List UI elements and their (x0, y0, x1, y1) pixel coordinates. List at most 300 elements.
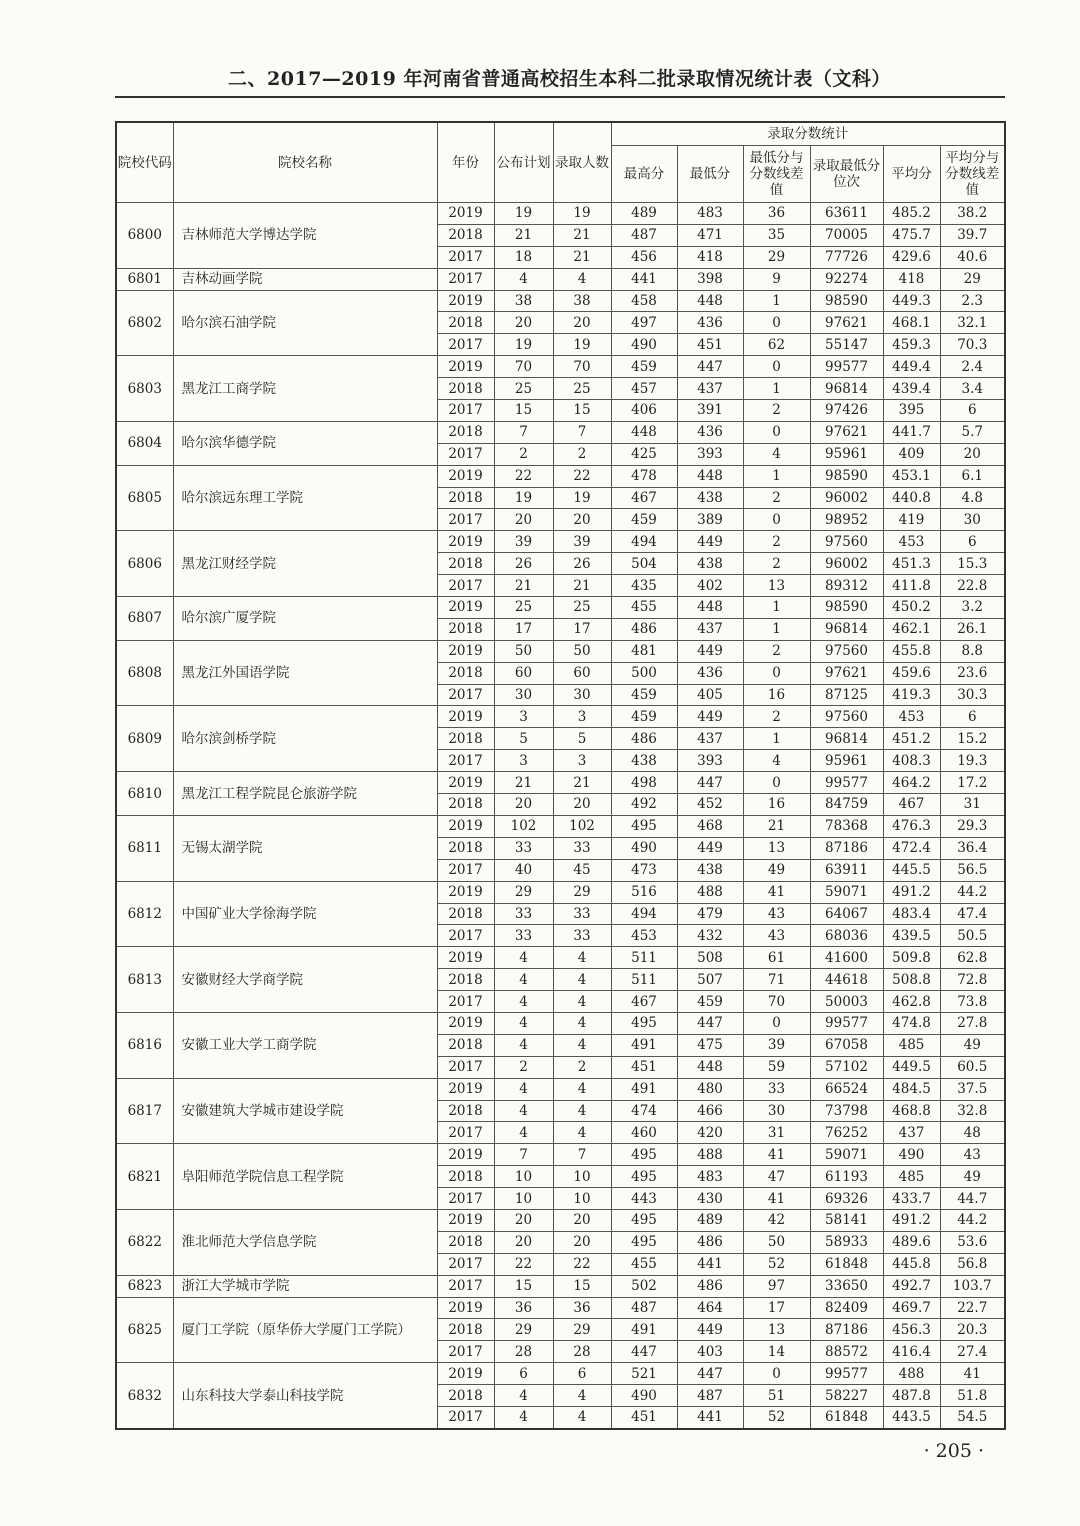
cell-plan: 20 (494, 1209, 553, 1231)
cell-plan: 17 (494, 618, 553, 640)
cell-min: 437 (677, 728, 743, 750)
cell-max: 456 (611, 246, 677, 268)
cell-min-diff: 16 (743, 684, 810, 706)
cell-min-rank: 97560 (810, 706, 883, 728)
school-name: 黑龙江外国语学院 (173, 640, 437, 706)
cell-plan: 15 (494, 400, 553, 422)
school-name: 黑龙江工程学院昆仑旅游学院 (173, 772, 437, 816)
cell-min: 489 (677, 1209, 743, 1231)
cell-min: 486 (677, 1275, 743, 1297)
cell-year: 2019 (437, 1144, 494, 1166)
cell-plan: 33 (494, 903, 553, 925)
table-row (116, 772, 1005, 794)
school-code: 6817 (116, 1078, 173, 1144)
cell-avg: 429.6 (883, 246, 940, 268)
cell-min-rank: 97560 (810, 531, 883, 553)
cell-max: 490 (611, 1385, 677, 1407)
cell-year: 2018 (437, 969, 494, 991)
cell-min: 488 (677, 1144, 743, 1166)
cell-avg-diff: 30.3 (940, 684, 1005, 706)
cell-avg: 509.8 (883, 947, 940, 969)
header-plan: 公布计划 (494, 122, 553, 203)
cell-plan: 40 (494, 859, 553, 881)
cell-admitted: 21 (553, 575, 611, 597)
cell-avg: 445.5 (883, 859, 940, 881)
cell-avg: 450.2 (883, 597, 940, 619)
cell-year: 2017 (437, 859, 494, 881)
cell-plan: 33 (494, 925, 553, 947)
cell-avg: 468.1 (883, 312, 940, 334)
cell-year: 2017 (437, 334, 494, 356)
cell-min: 475 (677, 1034, 743, 1056)
cell-plan: 18 (494, 246, 553, 268)
cell-min: 449 (677, 706, 743, 728)
table-body (116, 203, 1005, 1429)
cell-min-diff: 14 (743, 1341, 810, 1363)
cell-avg: 485 (883, 1166, 940, 1188)
cell-avg-diff: 44.2 (940, 1209, 1005, 1231)
cell-avg-diff: 47.4 (940, 903, 1005, 925)
cell-min-rank: 82409 (810, 1297, 883, 1319)
school-code: 6809 (116, 706, 173, 772)
cell-year: 2017 (437, 509, 494, 531)
cell-year: 2019 (437, 531, 494, 553)
cell-admitted: 4 (553, 1385, 611, 1407)
cell-min-diff: 59 (743, 1056, 810, 1078)
header-avg-diff: 平均分与分数线差值 (940, 146, 1005, 203)
cell-min: 479 (677, 903, 743, 925)
cell-max: 448 (611, 421, 677, 443)
cell-avg-diff: 23.6 (940, 662, 1005, 684)
cell-min: 420 (677, 1122, 743, 1144)
cell-min-diff: 31 (743, 1122, 810, 1144)
cell-plan: 25 (494, 597, 553, 619)
cell-plan: 4 (494, 991, 553, 1013)
cell-year: 2017 (437, 443, 494, 465)
cell-min-rank: 59071 (810, 881, 883, 903)
cell-year: 2017 (437, 684, 494, 706)
cell-min-diff: 2 (743, 531, 810, 553)
cell-year: 2017 (437, 1253, 494, 1275)
cell-avg-diff: 20 (940, 443, 1005, 465)
cell-max: 490 (611, 334, 677, 356)
cell-min-rank: 76252 (810, 1122, 883, 1144)
cell-avg-diff: 51.8 (940, 1385, 1005, 1407)
cell-avg: 433.7 (883, 1188, 940, 1210)
cell-avg: 468.8 (883, 1100, 940, 1122)
cell-min: 438 (677, 553, 743, 575)
cell-min: 449 (677, 531, 743, 553)
cell-min: 449 (677, 1319, 743, 1341)
cell-min-diff: 9 (743, 268, 810, 290)
school-name: 吉林动画学院 (173, 268, 437, 290)
cell-avg-diff: 50.5 (940, 925, 1005, 947)
cell-admitted: 20 (553, 794, 611, 816)
cell-avg: 418 (883, 268, 940, 290)
cell-admitted: 19 (553, 334, 611, 356)
school-code: 6805 (116, 465, 173, 531)
cell-max: 481 (611, 640, 677, 662)
cell-min-rank: 99577 (810, 1012, 883, 1034)
cell-plan: 19 (494, 334, 553, 356)
cell-year: 2019 (437, 1363, 494, 1385)
cell-min-diff: 13 (743, 575, 810, 597)
school-name: 安徽建筑大学城市建设学院 (173, 1078, 437, 1144)
cell-year: 2019 (437, 772, 494, 794)
cell-year: 2018 (437, 1385, 494, 1407)
cell-admitted: 4 (553, 969, 611, 991)
cell-year: 2017 (437, 991, 494, 1013)
cell-plan: 29 (494, 881, 553, 903)
cell-min-rank: 96002 (810, 553, 883, 575)
cell-min-diff: 0 (743, 1012, 810, 1034)
cell-avg: 476.3 (883, 815, 940, 837)
cell-admitted: 50 (553, 640, 611, 662)
cell-avg: 459.6 (883, 662, 940, 684)
school-name: 安徽工业大学工商学院 (173, 1012, 437, 1078)
cell-year: 2018 (437, 903, 494, 925)
cell-avg: 462.8 (883, 991, 940, 1013)
cell-min-diff: 13 (743, 1319, 810, 1341)
cell-avg: 439.5 (883, 925, 940, 947)
school-name: 哈尔滨石油学院 (173, 290, 437, 356)
cell-min-rank: 63611 (810, 203, 883, 225)
cell-min-diff: 41 (743, 1144, 810, 1166)
cell-max: 492 (611, 794, 677, 816)
cell-admitted: 19 (553, 203, 611, 225)
cell-avg-diff: 22.7 (940, 1297, 1005, 1319)
cell-max: 497 (611, 312, 677, 334)
cell-min-diff: 0 (743, 509, 810, 531)
table-row (116, 706, 1005, 728)
cell-admitted: 7 (553, 1144, 611, 1166)
cell-min-diff: 2 (743, 400, 810, 422)
cell-avg: 464.2 (883, 772, 940, 794)
cell-min: 468 (677, 815, 743, 837)
cell-min: 436 (677, 312, 743, 334)
cell-max: 467 (611, 487, 677, 509)
cell-year: 2019 (437, 706, 494, 728)
cell-max: 438 (611, 750, 677, 772)
cell-year: 2018 (437, 1166, 494, 1188)
school-name: 厦门工学院（原华侨大学厦门工学院） (173, 1297, 437, 1363)
cell-avg: 449.4 (883, 356, 940, 378)
cell-min: 437 (677, 618, 743, 640)
cell-plan: 20 (494, 1231, 553, 1253)
cell-year: 2017 (437, 1341, 494, 1363)
cell-min: 480 (677, 1078, 743, 1100)
cell-avg-diff: 30 (940, 509, 1005, 531)
table-row (116, 421, 1005, 443)
cell-avg-diff: 15.2 (940, 728, 1005, 750)
cell-admitted: 25 (553, 597, 611, 619)
cell-year: 2018 (437, 1231, 494, 1253)
school-name: 黑龙江财经学院 (173, 531, 437, 597)
school-code: 6804 (116, 421, 173, 465)
page-title: 二、2017—2019 年河南省普通高校招生本科二批录取情况统计表（文科） (228, 68, 891, 90)
cell-plan: 36 (494, 1297, 553, 1319)
cell-max: 489 (611, 203, 677, 225)
cell-min-rank: 89312 (810, 575, 883, 597)
cell-min: 441 (677, 1253, 743, 1275)
header-max: 最高分 (611, 146, 677, 203)
cell-year: 2019 (437, 597, 494, 619)
cell-plan: 39 (494, 531, 553, 553)
cell-min-diff: 43 (743, 925, 810, 947)
table-row (116, 1297, 1005, 1319)
cell-admitted: 25 (553, 378, 611, 400)
cell-min-rank: 97426 (810, 400, 883, 422)
cell-min-rank: 41600 (810, 947, 883, 969)
cell-min: 418 (677, 246, 743, 268)
cell-min-rank: 98590 (810, 597, 883, 619)
cell-admitted: 29 (553, 881, 611, 903)
cell-avg: 445.8 (883, 1253, 940, 1275)
cell-min-rank: 99577 (810, 1363, 883, 1385)
cell-min-diff: 17 (743, 1297, 810, 1319)
cell-min: 393 (677, 443, 743, 465)
header-code: 院校代码 (116, 122, 173, 203)
cell-year: 2018 (437, 662, 494, 684)
cell-avg-diff: 6 (940, 400, 1005, 422)
table-row (116, 947, 1005, 969)
cell-min-rank: 98952 (810, 509, 883, 531)
cell-min-rank: 97621 (810, 662, 883, 684)
cell-min: 403 (677, 1341, 743, 1363)
school-code: 6813 (116, 947, 173, 1013)
cell-year: 2019 (437, 1209, 494, 1231)
cell-plan: 60 (494, 662, 553, 684)
cell-admitted: 21 (553, 246, 611, 268)
cell-avg: 487.8 (883, 1385, 940, 1407)
cell-avg-diff: 49 (940, 1034, 1005, 1056)
cell-min-rank: 87186 (810, 1319, 883, 1341)
cell-plan: 4 (494, 947, 553, 969)
table-row (116, 1012, 1005, 1034)
cell-min-diff: 21 (743, 815, 810, 837)
cell-min-rank: 99577 (810, 356, 883, 378)
cell-min-rank: 97621 (810, 312, 883, 334)
school-name: 哈尔滨远东理工学院 (173, 465, 437, 531)
cell-max: 495 (611, 1144, 677, 1166)
cell-admitted: 33 (553, 903, 611, 925)
cell-admitted: 2 (553, 1056, 611, 1078)
table-row (116, 1144, 1005, 1166)
cell-min-diff: 2 (743, 487, 810, 509)
school-name: 山东科技大学泰山科技学院 (173, 1363, 437, 1429)
cell-max: 511 (611, 969, 677, 991)
school-code: 6823 (116, 1275, 173, 1297)
cell-min: 447 (677, 1363, 743, 1385)
table-row (116, 881, 1005, 903)
cell-max: 474 (611, 1100, 677, 1122)
cell-year: 2019 (437, 881, 494, 903)
school-code: 6812 (116, 881, 173, 947)
cell-admitted: 4 (553, 1078, 611, 1100)
cell-min: 405 (677, 684, 743, 706)
cell-min: 449 (677, 640, 743, 662)
cell-plan: 21 (494, 224, 553, 246)
cell-year: 2019 (437, 203, 494, 225)
school-code: 6821 (116, 1144, 173, 1210)
cell-avg-diff: 31 (940, 794, 1005, 816)
cell-min-diff: 1 (743, 597, 810, 619)
cell-plan: 25 (494, 378, 553, 400)
cell-avg-diff: 19.3 (940, 750, 1005, 772)
cell-min: 448 (677, 290, 743, 312)
cell-min-diff: 52 (743, 1406, 810, 1428)
cell-max: 500 (611, 662, 677, 684)
cell-avg: 449.3 (883, 290, 940, 312)
cell-year: 2018 (437, 618, 494, 640)
cell-avg: 491.2 (883, 881, 940, 903)
cell-min-diff: 30 (743, 1100, 810, 1122)
cell-plan: 22 (494, 1253, 553, 1275)
cell-max: 490 (611, 837, 677, 859)
cell-avg-diff: 36.4 (940, 837, 1005, 859)
cell-avg-diff: 37.5 (940, 1078, 1005, 1100)
cell-admitted: 17 (553, 618, 611, 640)
cell-year: 2017 (437, 575, 494, 597)
cell-admitted: 70 (553, 356, 611, 378)
cell-min: 391 (677, 400, 743, 422)
cell-min: 438 (677, 859, 743, 881)
cell-plan: 4 (494, 1078, 553, 1100)
cell-plan: 50 (494, 640, 553, 662)
cell-min-diff: 42 (743, 1209, 810, 1231)
cell-min: 447 (677, 772, 743, 794)
table-row (116, 465, 1005, 487)
cell-avg-diff: 43 (940, 1144, 1005, 1166)
cell-year: 2017 (437, 925, 494, 947)
cell-year: 2019 (437, 465, 494, 487)
cell-avg: 459.3 (883, 334, 940, 356)
cell-avg: 485 (883, 1034, 940, 1056)
cell-avg-diff: 62.8 (940, 947, 1005, 969)
school-code: 6807 (116, 597, 173, 641)
cell-admitted: 30 (553, 684, 611, 706)
cell-min-diff: 1 (743, 728, 810, 750)
cell-max: 451 (611, 1406, 677, 1428)
cell-avg: 419.3 (883, 684, 940, 706)
cell-avg-diff: 32.1 (940, 312, 1005, 334)
cell-avg: 485.2 (883, 203, 940, 225)
cell-max: 455 (611, 597, 677, 619)
cell-min-rank: 97621 (810, 421, 883, 443)
cell-avg: 483.4 (883, 903, 940, 925)
cell-plan: 4 (494, 1122, 553, 1144)
cell-min-rank: 96002 (810, 487, 883, 509)
cell-year: 2018 (437, 553, 494, 575)
cell-plan: 4 (494, 1406, 553, 1428)
cell-max: 487 (611, 224, 677, 246)
cell-avg-diff: 20.3 (940, 1319, 1005, 1341)
cell-avg: 408.3 (883, 750, 940, 772)
cell-min: 402 (677, 575, 743, 597)
cell-min-diff: 1 (743, 618, 810, 640)
cell-min: 437 (677, 378, 743, 400)
cell-max: 447 (611, 1341, 677, 1363)
cell-min-rank: 58933 (810, 1231, 883, 1253)
school-code: 6816 (116, 1012, 173, 1078)
cell-avg: 489.6 (883, 1231, 940, 1253)
cell-avg: 469.7 (883, 1297, 940, 1319)
cell-min-diff: 4 (743, 750, 810, 772)
cell-min: 430 (677, 1188, 743, 1210)
cell-avg: 409 (883, 443, 940, 465)
cell-max: 441 (611, 268, 677, 290)
cell-min-rank: 84759 (810, 794, 883, 816)
cell-min: 508 (677, 947, 743, 969)
school-name: 安徽财经大学商学院 (173, 947, 437, 1013)
cell-admitted: 2 (553, 443, 611, 465)
cell-plan: 19 (494, 487, 553, 509)
cell-min: 483 (677, 203, 743, 225)
cell-avg: 508.8 (883, 969, 940, 991)
cell-plan: 21 (494, 772, 553, 794)
cell-admitted: 33 (553, 925, 611, 947)
cell-year: 2018 (437, 378, 494, 400)
cell-avg: 467 (883, 794, 940, 816)
cell-min-rank: 97560 (810, 640, 883, 662)
cell-max: 486 (611, 728, 677, 750)
cell-admitted: 60 (553, 662, 611, 684)
cell-year: 2018 (437, 487, 494, 509)
cell-admitted: 7 (553, 421, 611, 443)
cell-avg: 456.3 (883, 1319, 940, 1341)
cell-admitted: 33 (553, 837, 611, 859)
cell-admitted: 4 (553, 1012, 611, 1034)
cell-min: 436 (677, 662, 743, 684)
cell-year: 2018 (437, 1034, 494, 1056)
cell-min-rank: 96814 (810, 728, 883, 750)
cell-min: 448 (677, 597, 743, 619)
cell-plan: 102 (494, 815, 553, 837)
cell-min: 507 (677, 969, 743, 991)
cell-plan: 3 (494, 750, 553, 772)
cell-min-rank: 44618 (810, 969, 883, 991)
cell-avg: 492.7 (883, 1275, 940, 1297)
cell-avg-diff: 5.7 (940, 421, 1005, 443)
cell-min: 452 (677, 794, 743, 816)
table-row (116, 1363, 1005, 1385)
cell-admitted: 36 (553, 1297, 611, 1319)
cell-avg: 419 (883, 509, 940, 531)
cell-avg-diff: 103.7 (940, 1275, 1005, 1297)
cell-max: 459 (611, 706, 677, 728)
cell-avg: 472.4 (883, 837, 940, 859)
table-row (116, 203, 1005, 225)
cell-avg-diff: 44.2 (940, 881, 1005, 903)
cell-max: 495 (611, 1166, 677, 1188)
cell-plan: 26 (494, 553, 553, 575)
cell-min-rank: 67058 (810, 1034, 883, 1056)
cell-min: 447 (677, 356, 743, 378)
cell-min-diff: 13 (743, 837, 810, 859)
cell-plan: 6 (494, 1363, 553, 1385)
cell-avg-diff: 54.5 (940, 1406, 1005, 1428)
cell-min: 459 (677, 991, 743, 1013)
cell-avg-diff: 40.6 (940, 246, 1005, 268)
cell-avg-diff: 56.8 (940, 1253, 1005, 1275)
cell-max: 504 (611, 553, 677, 575)
cell-admitted: 21 (553, 772, 611, 794)
cell-max: 406 (611, 400, 677, 422)
cell-min-diff: 0 (743, 312, 810, 334)
school-name: 哈尔滨华德学院 (173, 421, 437, 465)
cell-admitted: 102 (553, 815, 611, 837)
cell-year: 2017 (437, 750, 494, 772)
